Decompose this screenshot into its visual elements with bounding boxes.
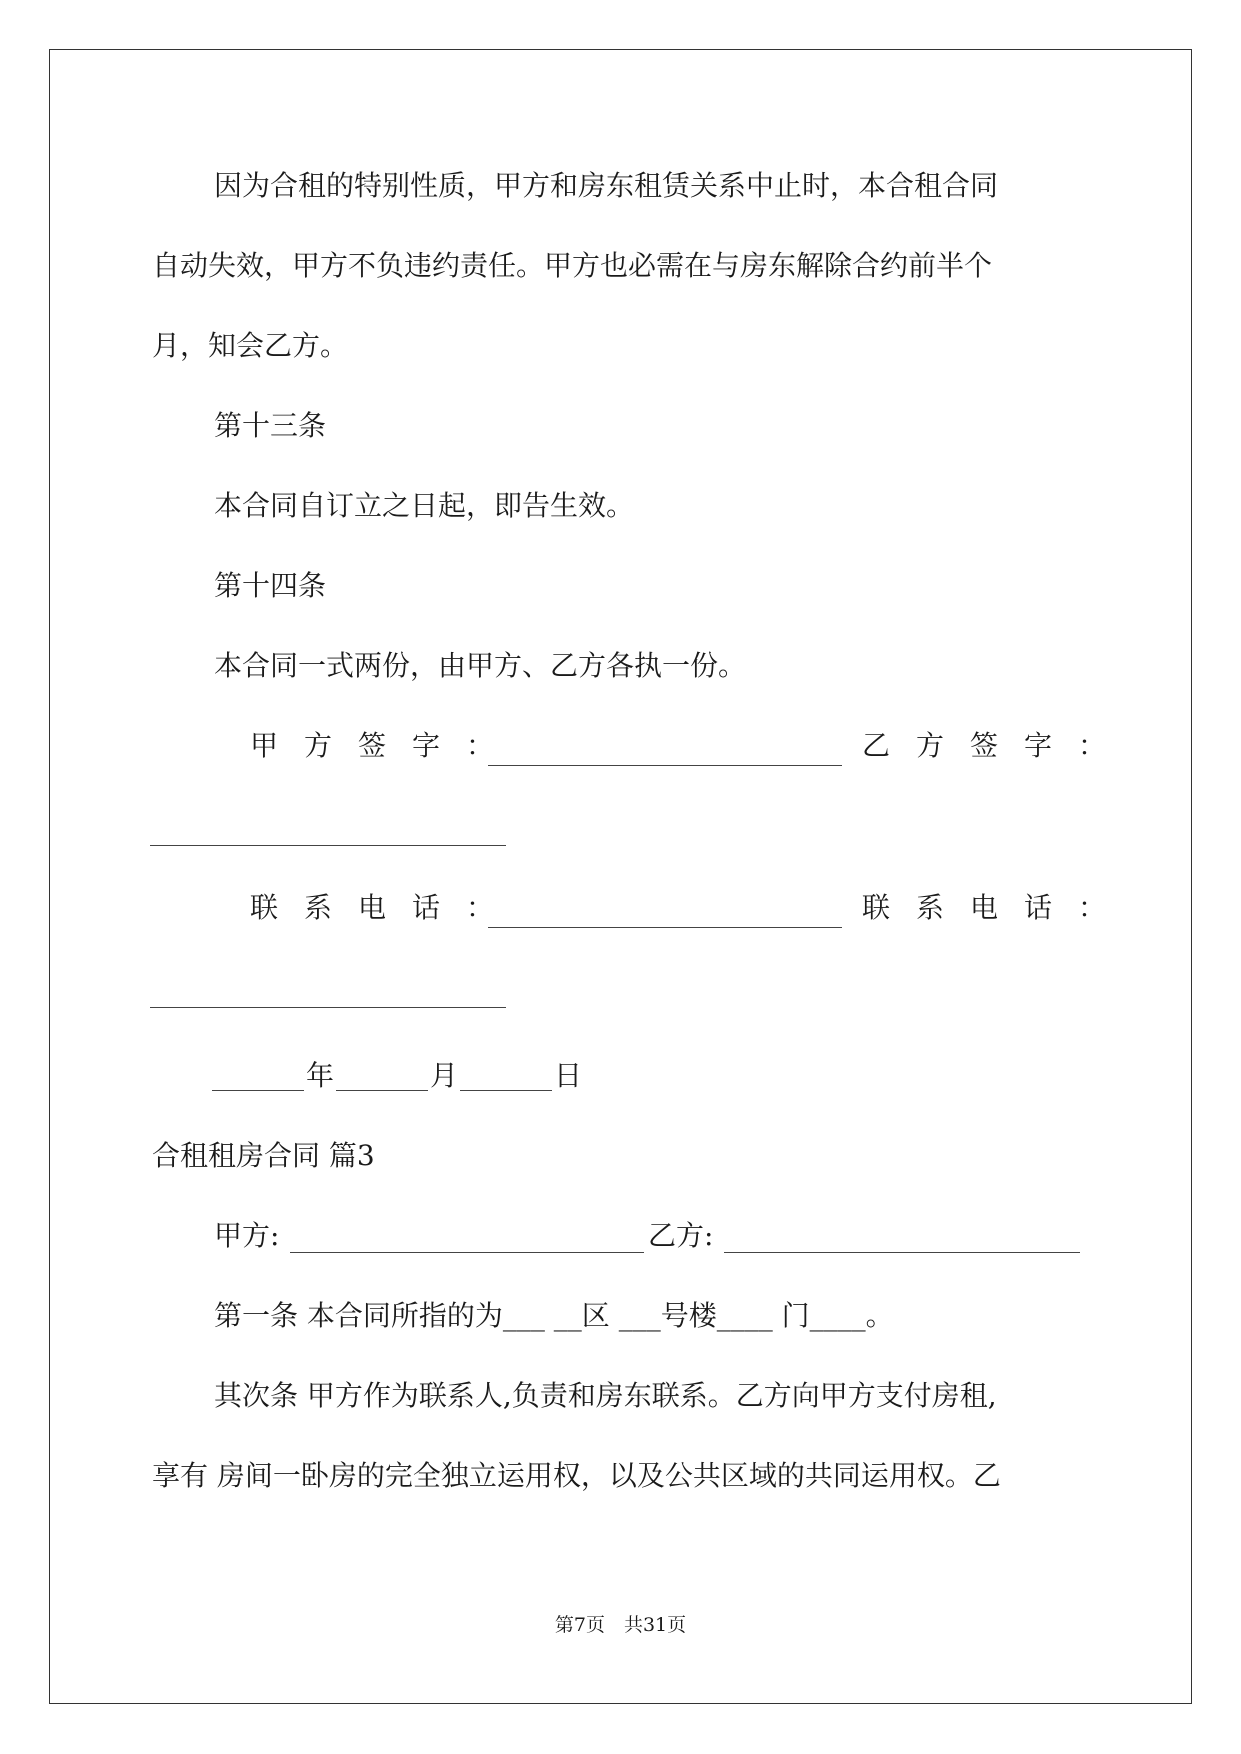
article-1: 第一条 本合同所指的为___ __区 ___号楼____ 门____。 <box>214 1299 894 1332</box>
article-13-body: 本合同自订立之日起，即告生效。 <box>214 489 635 522</box>
party-b-signature-blank[interactable] <box>150 845 506 846</box>
month-blank[interactable] <box>336 1090 428 1091</box>
month-label: 月 <box>430 1059 459 1092</box>
article-2-line: 享有 房间一卧房的完全独立运用权，以及公共区域的共同运用权。乙 <box>152 1459 1001 1492</box>
party-b-blank[interactable] <box>724 1252 1080 1253</box>
article-13-title: 第十三条 <box>214 409 327 442</box>
party-a-signature-blank[interactable] <box>488 765 842 766</box>
year-blank[interactable] <box>212 1090 304 1091</box>
day-blank[interactable] <box>460 1090 552 1091</box>
page-border <box>49 49 1192 1704</box>
paragraph-line: 月，知会乙方。 <box>152 329 349 362</box>
party-b-label: 乙方: <box>648 1219 714 1252</box>
party-b-phone-label: 联系电话： <box>862 891 1133 924</box>
paragraph-line: 因为合租的特别性质，甲方和房东租赁关系中止时，本合租合同 <box>214 169 999 202</box>
article-2-line: 其次条 甲方作为联系人,负责和房东联系。乙方向甲方支付房租, <box>214 1379 997 1412</box>
page-number: 第7页 共31页 <box>554 1614 687 1636</box>
paragraph-line: 自动失效，甲方不负违约责任。甲方也必需在与房东解除合约前半个 <box>152 249 993 282</box>
article-14-title: 第十四条 <box>214 569 327 602</box>
year-label: 年 <box>306 1059 335 1092</box>
day-label: 日 <box>554 1059 583 1092</box>
party-a-blank[interactable] <box>290 1252 644 1253</box>
party-a-label: 甲方: <box>214 1219 280 1252</box>
section-heading: 合租租房合同 篇3 <box>152 1139 375 1172</box>
party-a-phone-blank[interactable] <box>488 927 842 928</box>
party-b-signature-label: 乙方签字： <box>862 729 1133 762</box>
party-a-phone-label: 联系电话： <box>250 891 521 924</box>
party-a-signature-label: 甲方签字： <box>250 729 521 762</box>
party-b-phone-blank[interactable] <box>150 1007 506 1008</box>
article-14-body: 本合同一式两份，由甲方、乙方各执一份。 <box>214 649 747 682</box>
